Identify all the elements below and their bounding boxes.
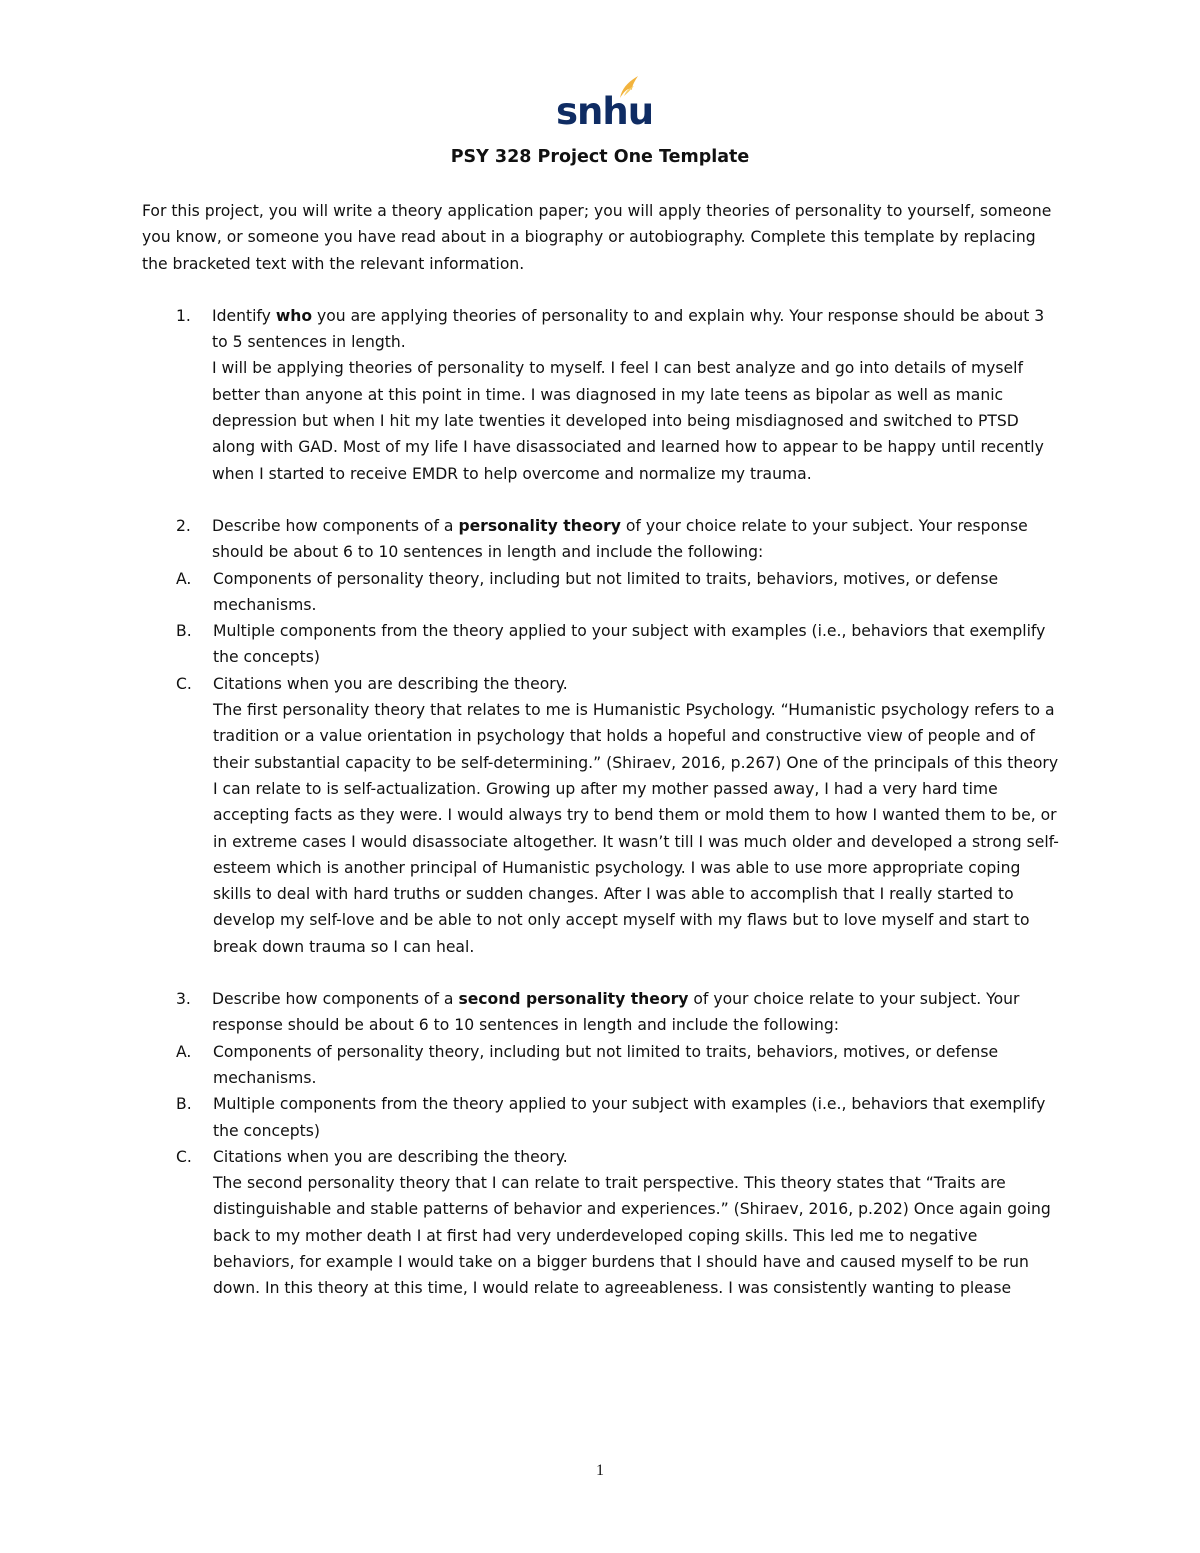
item-number: 3. (176, 990, 191, 1009)
sub-letter: A. (176, 1042, 192, 1061)
sub-letter: A. (176, 569, 192, 588)
sub-text: Components of personality theory, including but not limited to traits, behaviors, motives, or defense mechanisms. (213, 569, 999, 614)
item-answer: The second personality theory that I can relate to trait perspective. This theory states that “Traits are distinguishable and stable patterns of behavior and experiences.” (Shiraev, 2016, p.202) Once again going back to my mother death I at first had very underdeveloped coping skills. This led me to negative behaviors, for example I would take on a bigger burdens that I should have and caused myself to be run down. In this theory at this time, I would relate to agreeableness. I was consistently wanting to please (213, 1174, 1051, 1298)
item-prompt: Identify who you are applying theories of personality to and explain why. Your response should be about 3 to 5 sentences in length. (212, 306, 1045, 352)
sub-text: Citations when you are describing the theory. (213, 674, 568, 693)
sub-item-c (142, 1144, 1062, 1170)
list-item-2 (142, 513, 1062, 960)
list-item-1 (142, 303, 1062, 487)
sub-item-b (142, 1091, 1062, 1144)
item-prompt: Describe how components of a second personality theory of your choice relate to your subject. Your response should be about 6 to 10 sentences in length and include the following: (212, 990, 1020, 1035)
sub-item-a (142, 1039, 1062, 1092)
sub-item-c (142, 671, 1062, 697)
sub-item-b (142, 618, 1062, 671)
item-number: 1. (176, 306, 191, 325)
logo-wordmark: snhu (556, 90, 654, 133)
document-title: PSY 328 Project One Template (450, 147, 750, 167)
item-answer: I will be applying theories of personality to myself. I feel I can best analyze and go into details of myself better than anyone at this point in time. I was diagnosed in my late teens as bipolar as well as manic depression but when I hit my late twenties it developed into being misdiagnosed and switched to PTSD along with GAD. Most of my life I have disassociated and learned how to appear to be happy until recently when I started to receive EMDR to help overcome and normalize my trauma. (212, 359, 1044, 483)
sub-text: Components of personality theory, including but not limited to traits, behaviors, motives, or defense mechanisms. (213, 1042, 999, 1087)
sub-letter: C. (176, 674, 192, 693)
sub-letter: B. (176, 622, 192, 641)
item-prompt: Describe how components of a personality theory of your choice relate to your subject. Your response should be about 6 to 10 sentences in length and include the following: (212, 516, 1028, 562)
sub-text: Multiple components from the theory applied to your subject with examples (i.e., behaviors that exemplify the concepts) (213, 1095, 1046, 1140)
intro-paragraph: For this project, you will write a theory application paper; you will apply theories of personality to yourself, someone you know, or someone you have read about in a biography or autobiography. Complete this template by replacing the bracketed text with the relevant information. (142, 202, 1052, 273)
list-item-3 (142, 986, 1062, 1302)
item-answer: The first personality theory that relates to me is Humanistic Psychology. “Humanistic psychology refers to a tradition or a value orientation in psychology that holds a hopeful and constructive view of people and of their substantial capacity to be self-determining.” (Shiraev, 2016, p.267) One of the principals of this theory I can relate to is self-actualization. Growing up after my mother passed away, I had a very hard time accepting facts as they were. I would always try to bend them or mold them to how I wanted them to be, or in extreme cases I would disassociate altogether. It wasn’t till I was much older and developed a strong self-esteem which is another principal of Humanistic psychology. I was able to use more appropriate coping skills to deal with hard truths or sudden changes. After I was able to accomplish that I really started to develop my self-love and be able to not only accept myself with my flaws but to love myself and start to break down trauma so I can heal. (213, 701, 1059, 956)
item-number: 2. (176, 516, 191, 535)
page-number: 1 (596, 1462, 604, 1479)
document-body (142, 198, 1062, 1328)
sub-letter: C. (176, 1147, 192, 1166)
sub-text: Multiple components from the theory applied to your subject with examples (i.e., behaviors that exemplify the concepts) (213, 622, 1046, 667)
sub-item-a (142, 566, 1062, 619)
snhu-logo (556, 74, 654, 133)
sub-letter: B. (176, 1095, 192, 1114)
sub-text: Citations when you are describing the theory. (213, 1147, 568, 1166)
